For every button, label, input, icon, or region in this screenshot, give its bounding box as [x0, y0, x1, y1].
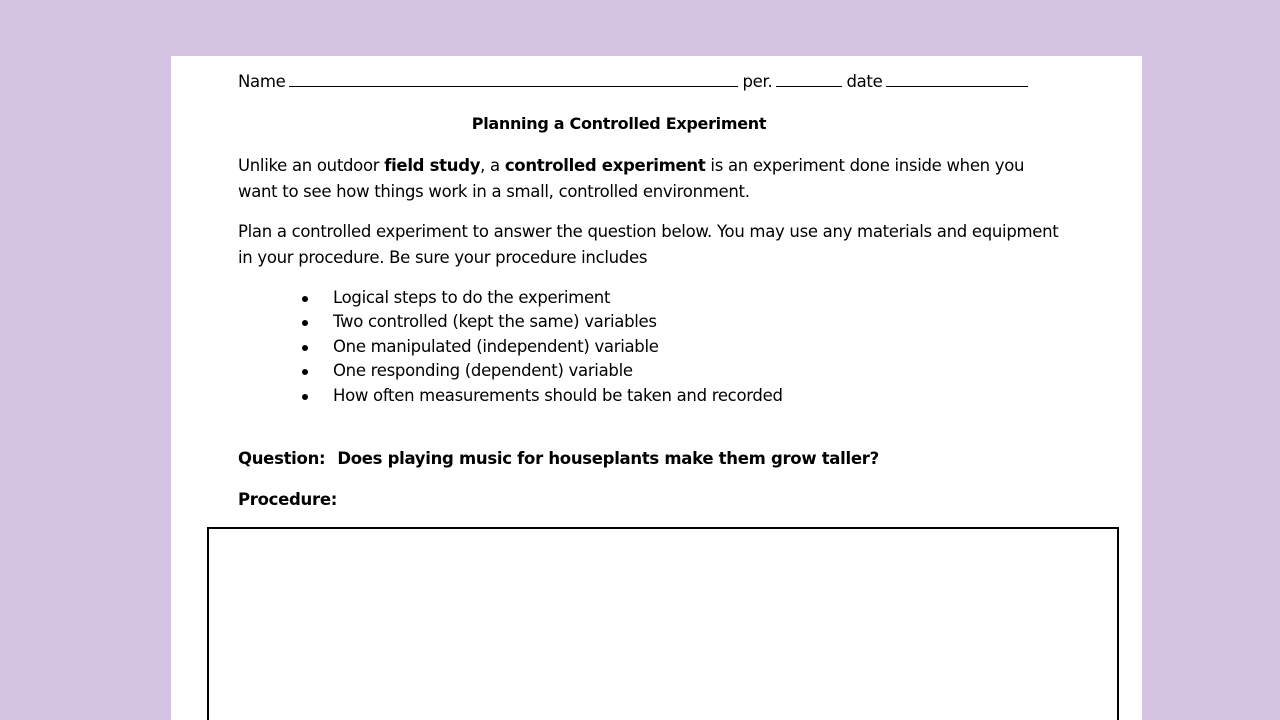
intro-paragraph [238, 153, 1068, 205]
question-text: Does playing music for houseplants make them grow taller? [337, 449, 879, 468]
list-item [298, 335, 783, 359]
requirements-list [298, 286, 783, 408]
bullet-icon [302, 296, 308, 302]
requirement-text: Logical steps to do the experiment [333, 288, 611, 307]
intro-text-3: is an experiment done inside when you want to see how things work in a small, controlled environment. [238, 156, 1025, 201]
date-label: date [846, 72, 883, 91]
student-info-line [238, 72, 1032, 91]
requirement-text: One responding (dependent) variable [333, 361, 633, 381]
bullet-icon [302, 320, 308, 326]
list-item [298, 286, 783, 310]
worksheet-page [171, 56, 1142, 720]
list-item [298, 310, 783, 334]
procedure-answer-box[interactable] [207, 527, 1119, 720]
list-item [298, 359, 783, 383]
name-blank[interactable] [289, 72, 738, 87]
period-blank[interactable] [776, 72, 842, 87]
question-label: Question: [238, 449, 326, 468]
bullet-icon [302, 369, 308, 375]
requirement-text: How often measurements should be taken and recorded [333, 385, 783, 405]
intro-text-2: , a [480, 156, 505, 175]
procedure-label: Procedure: [238, 490, 338, 509]
requirement-text: Two controlled (kept the same) variables [333, 312, 657, 332]
bullet-icon [302, 345, 308, 351]
date-blank[interactable] [886, 72, 1028, 87]
intro-text-1: Unlike an outdoor [238, 156, 385, 175]
period-label: per. [742, 72, 773, 91]
requirement-text: One manipulated (independent) variable [333, 336, 659, 356]
name-label: Name [238, 72, 286, 91]
worksheet-title: Planning a Controlled Experiment [471, 114, 767, 133]
bullet-icon [302, 394, 308, 400]
list-item [298, 384, 783, 408]
question-line [238, 449, 879, 468]
field-study-term: field study [384, 156, 481, 175]
controlled-experiment-term: controlled experiment [504, 156, 706, 175]
instructions-paragraph: Plan a controlled experiment to answer the question below. You may use any materials and equipment in your procedure. Be sure your procedure includes [238, 222, 1059, 267]
